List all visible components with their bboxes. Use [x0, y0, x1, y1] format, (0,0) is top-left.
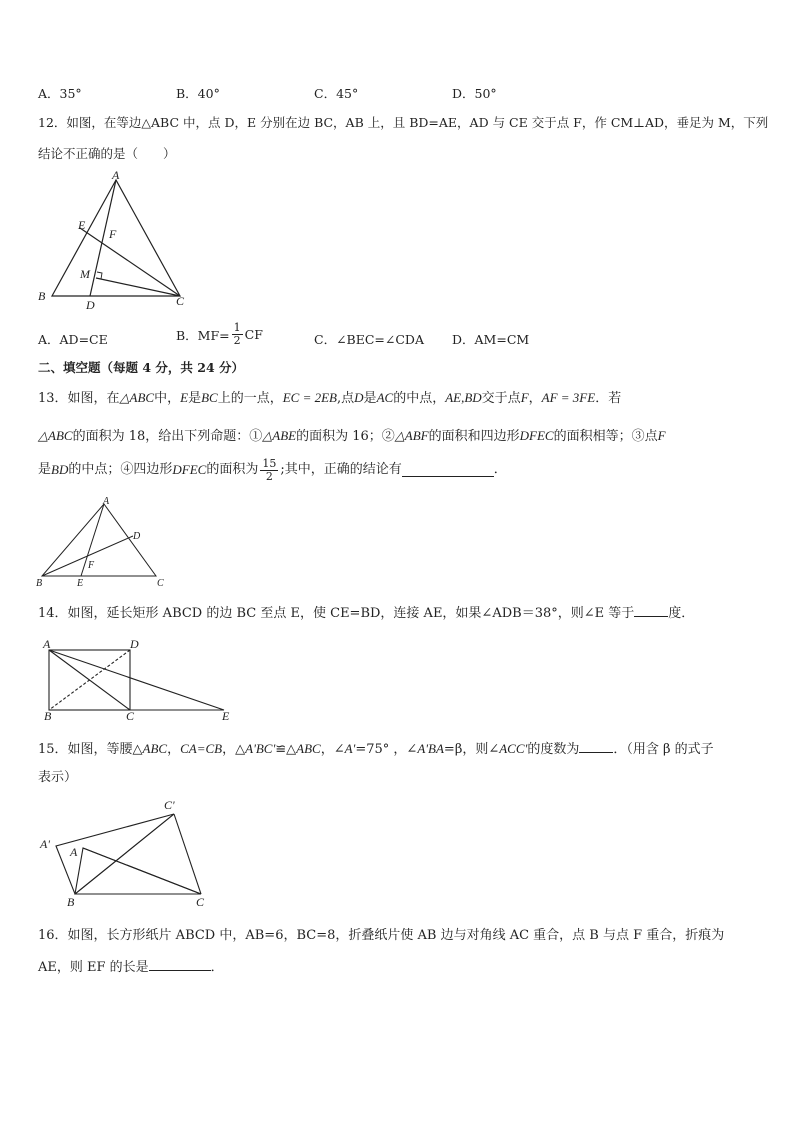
q12-label-a: A	[112, 168, 120, 182]
q14-label-e: E	[222, 709, 230, 723]
q11-option-b: B．40°	[176, 86, 220, 101]
q14-label-c: C	[126, 709, 135, 723]
q12-option-c: C．∠BEC=∠CDA	[314, 332, 424, 347]
q12-option-b-numerator: 1	[233, 321, 241, 334]
q13-fraction: $\frac{15}{2}$	[262, 456, 277, 483]
q16-stem-line2: AE，则 EF 的长是 ．	[38, 957, 224, 977]
q13-figure	[36, 496, 176, 591]
q13-label-a: A	[103, 496, 110, 507]
q12-figure	[36, 168, 196, 312]
q15-stem-line2: 表示）	[38, 770, 78, 785]
q12-option-b-prefix: B．MF=	[176, 327, 230, 343]
q13-label-e: E	[77, 578, 84, 589]
q13-stem-line3: 是 BD 的中点；④四边形 DFEC 的面积为 $\frac{15}{2}$ ;其中，正确的结论有 ．	[38, 456, 507, 483]
q16-answer-blank[interactable]	[149, 957, 211, 971]
q15-label-ap: A'	[40, 837, 50, 851]
q15-figure	[38, 798, 218, 908]
q12-label-b: B	[38, 289, 46, 303]
q12-option-b-denominator: 2	[233, 334, 241, 347]
q12-label-d: D	[86, 298, 95, 312]
q12-stem-line1: 12．如图，在等边△ABC 中，点 D，E 分别在边 BC，AB 上，且 BD=AE，AD 与 CE 交于点 F，作 CM⊥AD，垂足为 M，下列	[38, 115, 769, 130]
q13-label-f: F	[88, 560, 95, 571]
q14-answer-blank[interactable]	[634, 603, 668, 617]
q15-answer-blank[interactable]	[579, 739, 613, 753]
q11-option-d: D．50°	[452, 86, 497, 101]
q14-label-b: B	[44, 709, 52, 723]
q12-label-e: E	[78, 218, 86, 232]
q14-label-d: D	[130, 637, 139, 651]
q15-label-c: C	[196, 895, 205, 909]
q12-option-b-suffix: CF	[244, 327, 263, 342]
q12-option-d: D．AM=CM	[452, 332, 530, 347]
q16-stem-line1: 16．如图，长方形纸片 ABCD 中，AB=6，BC=8，折叠纸片使 AB 边与对角线 AC 重合，点 B 与点 F 重合，折痕为	[38, 928, 725, 943]
q15-stem-line1: 15．如图，等腰△ABC，CA=CB，△A'BC'≌△ABC，∠A'=75° ，∠A'BA=β，则∠ACC'的度数为 ．（用含 β 的式子	[38, 741, 714, 757]
q12-label-f: F	[109, 227, 117, 241]
q12-option-a: A．AD=CE	[38, 332, 108, 347]
q13-stem-line1: 13．如图，在△ABC中，E是BC上的一点，EC = 2EB,点D是AC的中点，AE,BD交于点F，AF = 3FE．若	[38, 390, 622, 406]
q11-option-a: A．35°	[38, 86, 82, 101]
q14-figure	[40, 638, 240, 722]
q12-label-c: C	[176, 294, 185, 308]
q13-label-d: D	[133, 531, 141, 542]
q13-stem-line2: △ABC的面积为 18，给出下列命题：①△ABE的面积为 16；②△ABF的面积和四边形DFEC的面积相等；③点F	[38, 428, 666, 444]
section-title: 二、填空题（每题 4 分，共 24 分）	[38, 360, 245, 375]
q13-answer-blank[interactable]	[402, 463, 494, 477]
q14-stem: 14．如图，延长矩形 ABCD 的边 BC 至点 E，使 CE=BD，连接 AE，如果∠ADB＝38°，则∠E 等于 度．	[38, 603, 694, 623]
q14-label-a: A	[43, 637, 51, 651]
q13-label-b: B	[36, 578, 43, 589]
q12-option-b	[176, 322, 263, 347]
q12-label-m: M	[80, 267, 90, 281]
q11-option-c: C．45°	[314, 86, 359, 101]
q15-label-cp: C'	[164, 798, 175, 812]
q15-label-a: A	[70, 845, 78, 859]
q13-label-c: C	[157, 578, 164, 589]
q12-stem-line2: 结论不正确的是（ ）	[38, 146, 176, 161]
q15-label-b: B	[67, 895, 75, 909]
q12-option-b-fraction	[232, 322, 243, 347]
